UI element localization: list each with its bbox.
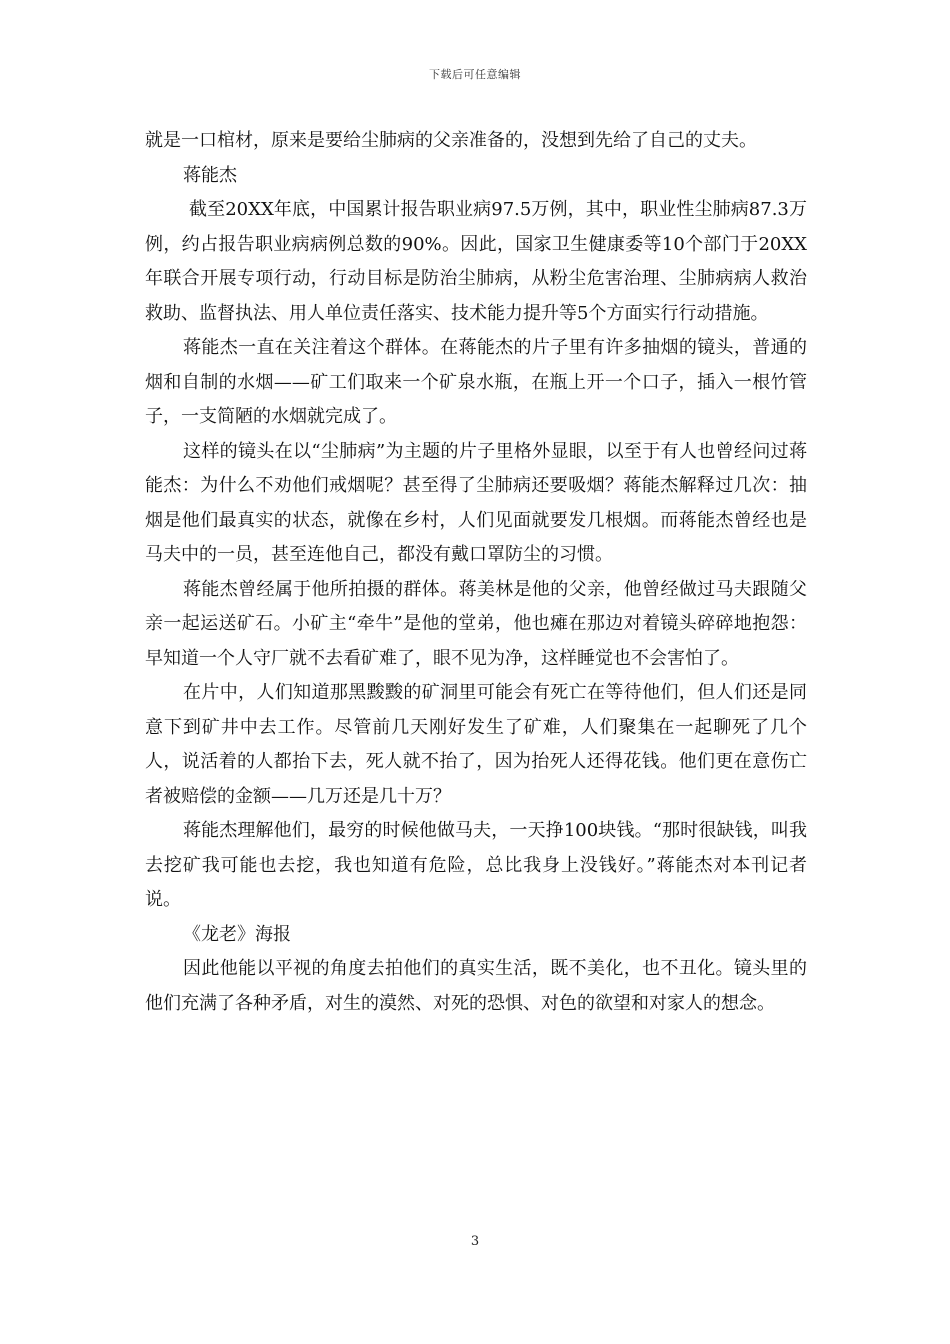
paragraph-statistics: 截至20XX年底，中国累计报告职业病97.5万例，其中，职业性尘肺病87.3万例，约占报告职业病病例总数的90%。因此，国家卫生健康委等10个部门于20XX年联合开展专项行动，行动目标是防治尘肺病，从粉尘危害治理、尘肺病病人救治救助、监督执法、用人单位责任落实、技术能力提升等5个方面实行行动措施。 [145,199,807,324]
page-number: 3 [470,1234,480,1249]
paragraph-family: 蒋能杰曾经属于他所拍摄的群体。蒋美林是他的父亲，他曾经做过马夫跟随父亲一起运送矿石。小矿主“牵牛”是他的堂弟，他也瘫在那边对着镜头碎碎地抱怨：早知道一个人守厂就不去看矿难了，眼不见为净，这样睡觉也不会害怕了。 [145,578,807,669]
paragraph-understanding: 蒋能杰理解他们，最穷的时候他做马夫，一天挣100块钱。“那时很缺钱，叫我去挖矿我可能也去挖，我也知道有危险，总比我身上没钱好。”蒋能杰对本刊记者说。 [145,820,807,910]
paragraph-smoking-scenes: 蒋能杰一直在关注着这个群体。在蒋能杰的片子里有许多抽烟的镜头，普通的烟和自制的水烟——矿工们取来一个矿泉水瓶，在瓶上开一个口子，插入一根竹管子，一支简陋的水烟就完成了。 [145,337,807,427]
caption-jiang-nengjie: 蒋能杰 [183,164,237,186]
paragraph-mine-danger: 在片中，人们知道那黑黢黢的矿洞里可能会有死亡在等待他们，但人们还是同意下到矿井中去工作。尽管前几天刚好发生了矿难，人们聚集在一起聊死了几个人，说活着的人都抬下去，死人就不抬了，因为抬死人还得花钱。他们更在意伤亡者被赔偿的金额——几万还是几十万？ [145,682,807,807]
paragraph-why-smoke: 这样的镜头在以“尘肺病”为主题的片子里格外显眼，以至于有人也曾经问过蒋能杰：为什么不劝他们戒烟呢？甚至得了尘肺病还要吸烟？蒋能杰解释过几次：抽烟是他们最真实的状态，就像在乡村，人们见面就要发几根烟。而蒋能杰曾经也是马夫中的一员，甚至连他自己，都没有戴口罩防尘的习惯。 [145,440,807,565]
document-body [145,124,807,1021]
caption-poster: 《龙老》海报 [183,923,291,945]
page-header: 下载后可任意编辑 [429,68,521,81]
paragraph-perspective: 因此他能以平视的角度去拍他们的真实生活，既不美化，也不丑化。镜头里的他们充满了各种矛盾，对生的漠然、对死的恐惧、对色的欲望和对家人的想念。 [145,958,807,1014]
paragraph-continuation: 就是一口棺材，原来是要给尘肺病的父亲准备的，没想到先给了自己的丈夫。 [145,130,757,151]
